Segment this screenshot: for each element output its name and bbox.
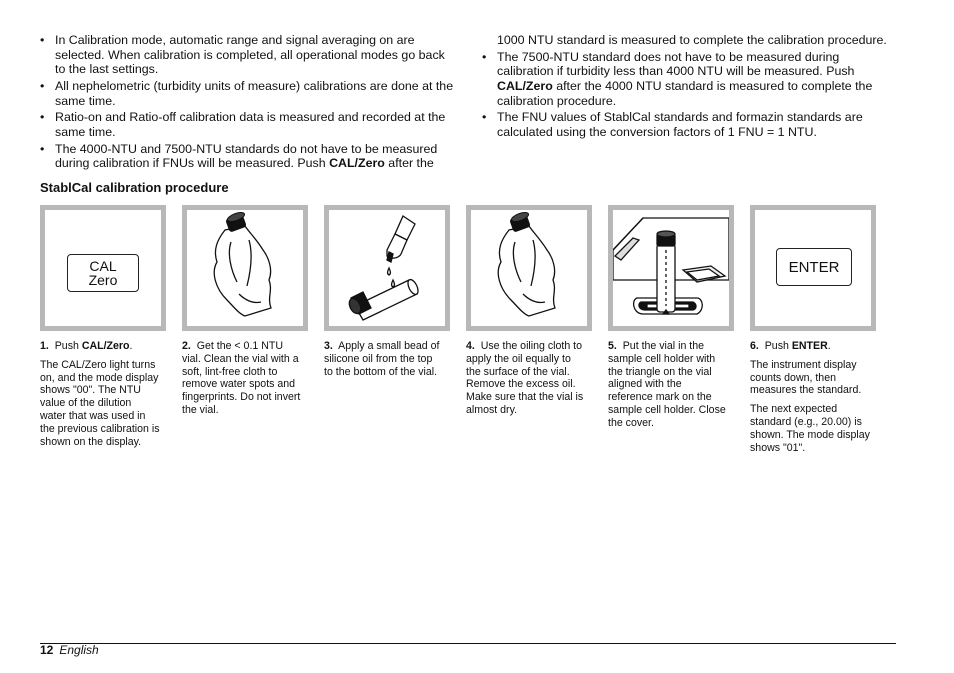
step-5-text: 5. Put the vial in the sample cell holder with the triangle on the vial aligned with the reference mark on the sample cell holder. Close the cover. [608,340,726,429]
step-4-text: 4. Use the oiling cloth to apply the oil equally to the surface of the vial. Remove the excess oil. Make sure that the vial is almost dry. [466,340,584,416]
step-4-illustration [466,205,592,331]
footer-divider [40,643,896,644]
page-number: 12 [40,643,54,657]
vial-cloth-icon [187,210,303,326]
step-2-text: 2. Get the < 0.1 NTU vial. Clean the vial with a soft, lint-free cloth to remove water spots and fingerprints. Do not invert the vial. [182,340,301,416]
bullet-item: • All nephelometric (turbidity units of measure) calibrations are done at the same time. [40,78,454,108]
step-1-text: 1. Push CAL/Zero. The CAL/Zero light turns on, and the mode display shows "00". The NTU value of the dilution water that was used in the previous calibration is shown on the display. [40,340,160,448]
step-3-illustration [324,205,450,331]
right-bullet-list [482,50,894,140]
step-6-text: 6. Push ENTER. The instrument display counts down, then measures the standard. The next expected standard (e.g., 20.00) is shown. The mode display shows "01". [750,340,870,454]
enter-key-icon: ENTER [776,248,852,286]
bullet-continuation: 1000 NTU standard is measured to complete the calibration procedure. [497,33,887,47]
left-bullet-list [40,33,456,171]
step-3-text: 3. Apply a small bead of silicone oil from the top to the bottom of the vial. [324,340,440,378]
bullet-item: • The 7500-NTU standard does not have to be measured during calibration if turbidity less than 4000 NTU will be measured. Push CAL/Zero after the 4000 NTU standard is measured to complete the calibration procedure. [482,49,873,108]
right-column [482,33,894,142]
step-1-illustration [40,205,166,331]
left-column [40,33,456,173]
step-2-illustration [182,205,308,331]
step-6-illustration [750,205,876,331]
bullet-item: • The 4000-NTU and 7500-NTU standards do not have to be measured during calibration if FNUs will be measured. Push CAL/Zero after the [40,141,438,171]
cal-zero-key-icon: CAL Zero [67,254,139,292]
bullet-item: • Ratio-on and Ratio-off calibration data is measured and recorded at the same time. [40,110,446,139]
silicone-oil-icon [329,210,445,326]
page-footer [40,643,99,657]
section-heading: StablCal calibration procedure [40,180,229,195]
instrument-cell-holder-icon [613,210,729,326]
oiling-cloth-icon [471,210,587,326]
bullet-item: • In Calibration mode, automatic range and signal averaging on are selected. When calibration is completed, all operational modes go back to the last settings. [40,33,445,77]
footer-language: English [59,643,99,657]
step-5-illustration [608,205,734,331]
bullet-item: • The FNU values of StablCal standards and formazin standards are calculated using the conversion factors of 1 FNU = 1 NTU. [482,110,863,139]
